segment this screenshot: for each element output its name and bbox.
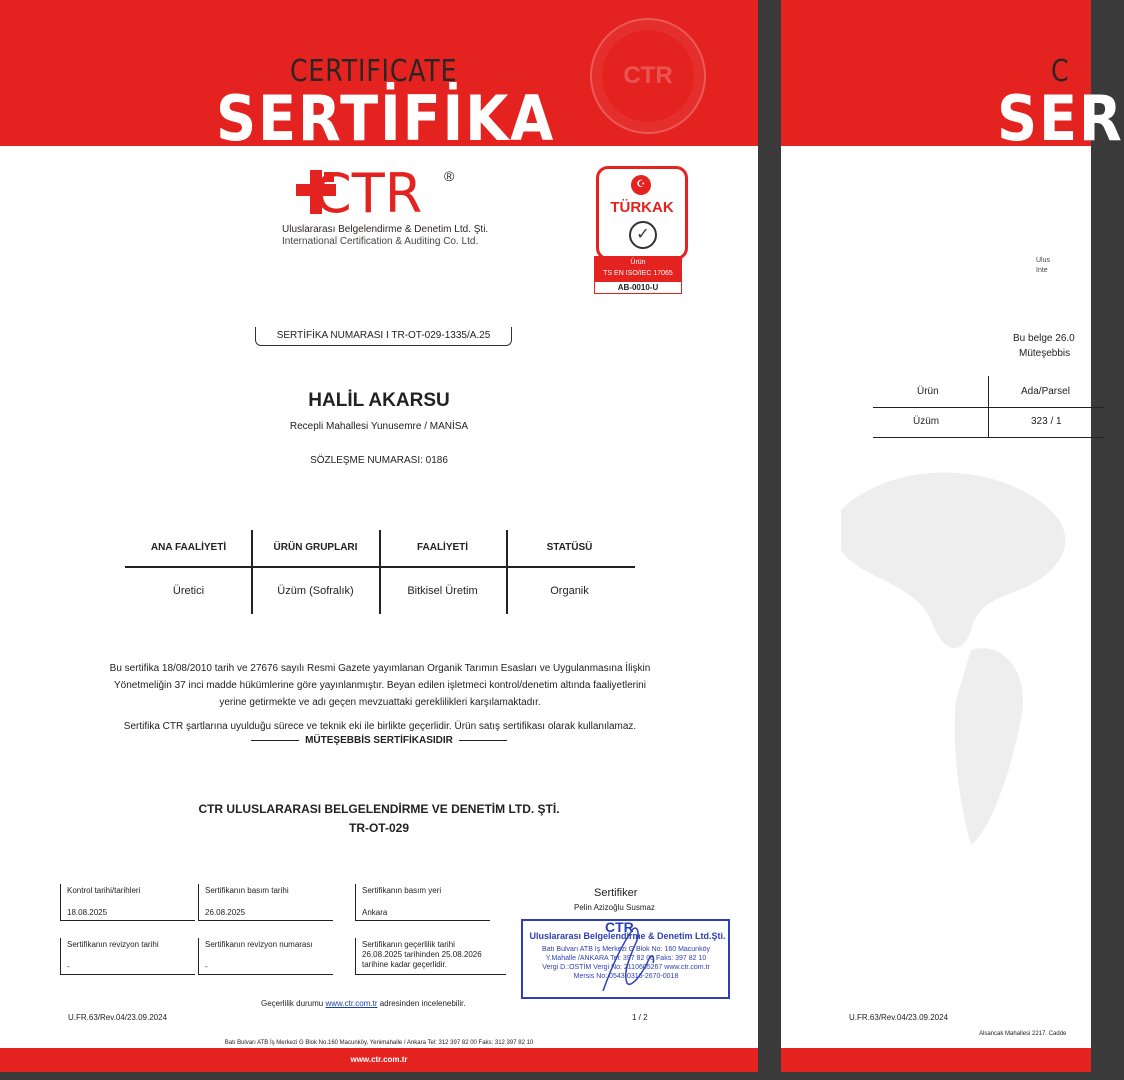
table-divider	[379, 530, 381, 614]
footer-address: Batı Bulvarı ATB İş Merkezi G Blok No.160 Macunköy, Yenimahalle / Ankara Tel: 312 397 82 00 Faks: 312 397 82 10	[224, 1040, 534, 1046]
stamp-logo: CTR	[605, 919, 634, 935]
table-cell: Üretici	[172, 585, 205, 597]
certificate-type-text: MÜTEŞEBBİS SERTİFİKASIDIR	[305, 735, 453, 746]
validity-date-field	[355, 938, 506, 975]
stamp-detail-line: Vergi D.:OSTİM Vergi No: 2110605267 www.ctr.com.tr	[542, 964, 710, 971]
stamp-detail-line: Batı Bulvarı ATB İş Merkezi G Blok No: 160 Macunköy	[542, 946, 710, 953]
validity-suffix: adresinden incelenebilir.	[379, 999, 466, 1008]
ctr-logo	[282, 162, 489, 248]
issuer-code: TR-OT-029	[348, 821, 409, 835]
field-value: Ankara	[362, 908, 388, 917]
field-value: -	[67, 962, 70, 971]
table-divider	[251, 530, 253, 614]
logo-name: CTR	[314, 162, 423, 225]
validity-paragraph: Sertifika CTR şartlarına uyulduğu sürece ve teknik eki ile birlikte geçerlidir. Ürün satış sertifikası olarak kullanılamaz.	[123, 721, 637, 732]
validity-note	[261, 999, 466, 1008]
field-value: -	[205, 962, 208, 971]
field-label: Sertifikanın basım tarihi	[205, 886, 289, 895]
certificate-type	[0, 735, 758, 746]
print-place-field	[355, 884, 490, 921]
stamp-detail-line: Y.Mahalle /ANKARA Tel: 397 82 00 Faks: 397 82 10	[545, 955, 707, 962]
annex-text-line1: Bu belge 26.0	[1013, 333, 1075, 344]
table-column	[252, 530, 379, 614]
table-header: ÜRÜN GRUPLARI	[273, 542, 358, 553]
table-cell: Üzüm (Sofralık)	[277, 585, 354, 597]
table-column	[379, 530, 506, 614]
table-column	[506, 530, 633, 614]
footer-website: www.ctr.com.tr	[350, 1055, 408, 1064]
turkak-scope-line1: Ürün	[630, 259, 646, 266]
signature-icon	[593, 923, 663, 995]
legal-paragraph-line: yerine getirmekte ve adı geçen mevzuattaki gereklilikleri karşılamaktadır.	[219, 697, 541, 708]
turkak-code: AB-0010-U	[594, 281, 682, 294]
checkmark-icon: ✓	[629, 221, 657, 249]
table-column	[125, 530, 252, 614]
header-title-tr-fragment: SER	[997, 82, 1124, 155]
validity-link[interactable]: www.ctr.com.tr	[325, 999, 378, 1008]
table-header: FAALİYETİ	[416, 542, 469, 553]
world-map-watermark	[821, 450, 1101, 850]
logo-subtitle-tr: Uluslararası Belgelendirme & Denetim Ltd. Şti.	[282, 224, 489, 235]
footer-band	[781, 1048, 1091, 1072]
header-title-tr: SERTİFİKA	[216, 82, 556, 155]
table-header: STATÜSÜ	[546, 542, 593, 553]
embossed-seal-text: CTR	[623, 62, 673, 89]
revision-date-field	[60, 938, 195, 975]
header-title-en: CERTIFICATE	[290, 54, 458, 89]
holder-address: Recepli Mahallesi Yunusemre / MANİSA	[289, 421, 469, 432]
signer-name: Pelin Azizoğlu Susmaz	[574, 903, 655, 912]
embossed-seal	[590, 18, 706, 134]
field-label: Kontrol tarihi/tarihleri	[67, 886, 141, 895]
field-label: Sertifikanın revizyon numarası	[205, 940, 313, 949]
table-cell: Organik	[550, 585, 589, 597]
print-date-field	[198, 884, 333, 921]
annex-text-line2: Müteşebbis	[1019, 348, 1071, 359]
logo-subtitle-fragment	[1036, 256, 1050, 276]
control-date-field	[60, 884, 195, 921]
field-value: 26.08.2025	[205, 908, 246, 917]
validity-line: 26.08.2025 tarihinden 25.08.2026	[362, 950, 482, 959]
table-cell: 323 / 1	[1031, 416, 1062, 427]
turkak-name: TÜRKAK	[610, 199, 674, 216]
logo-registered-mark: ®	[444, 168, 455, 184]
turkak-scope-line2: TS EN ISO/IEC 17065	[603, 270, 673, 277]
validity-line: tarihine kadar geçerlidir.	[362, 960, 447, 969]
stamp-detail-line: Mersis No: 0543-0316-2670-0018	[573, 973, 679, 980]
table-divider	[506, 530, 508, 614]
field-value: 18.08.2025	[67, 908, 108, 917]
contract-number: SÖZLEŞME NUMARASI: 0186	[310, 455, 448, 466]
turkak-badge	[596, 166, 688, 260]
issuer-name: CTR ULUSLARARASI BELGELENDİRME VE DENETİM LTD. ŞTİ.	[198, 802, 560, 816]
logo-subtitle-line: Ulus	[1036, 257, 1051, 264]
validity-prefix: Geçerlilik durumu	[261, 999, 324, 1008]
table-divider	[988, 376, 989, 438]
certificate-number: SERTİFİKA NUMARASI I TR-OT-029-1335/A.25	[255, 327, 512, 346]
parcel-table	[873, 376, 1103, 438]
table-cell: Bitkisel Üretim	[407, 585, 478, 597]
logo-subtitle-line: Inte	[1036, 267, 1048, 274]
form-code: U.FR.63/Rev.04/23.09.2024	[849, 1013, 949, 1022]
stamp-company-line: Uluslararası Belgelendirme & Denetim Ltd.Şti.	[529, 931, 726, 941]
table-header: ANA FAALİYETİ	[150, 542, 227, 553]
legal-paragraph	[70, 660, 690, 711]
header-title-en-fragment: C	[1051, 54, 1070, 89]
footer-address-fragment: Alsancak Mahallesi 2217. Cadde	[979, 1031, 1067, 1037]
field-label: Sertifikanın revizyon tarihi	[67, 940, 159, 949]
activity-table	[125, 530, 635, 614]
legal-paragraph-line: Bu sertifika 18/08/2010 tarih ve 27676 sayılı Resmi Gazete yayımlanan Organik Tarımın Esasları ve Uygulanmasına İlişkin	[109, 663, 651, 674]
field-label: Sertifikanın geçerlilik tarihi	[362, 940, 455, 949]
holder-name: HALİL AKARSU	[308, 390, 450, 411]
company-stamp	[521, 919, 730, 999]
revision-number-field	[198, 938, 333, 975]
logo-subtitle-en: International Certification & Auditing Co. Ltd.	[282, 236, 479, 247]
form-code: U.FR.63/Rev.04/23.09.2024	[68, 1013, 168, 1022]
crescent-star-icon: ☪	[631, 175, 651, 195]
signer-title: Sertifiker	[594, 887, 638, 899]
table-header: Ada/Parsel	[1021, 386, 1070, 397]
field-label: Sertifikanın basım yeri	[362, 886, 442, 895]
table-cell: Üzüm	[913, 416, 940, 427]
table-header: Ürün	[917, 386, 939, 397]
turkak-scope	[594, 256, 682, 281]
certificate-page-2	[781, 0, 1124, 1072]
page-number: 1 / 2	[632, 1013, 648, 1022]
legal-paragraph-line: Yönetmeliğin 37 inci madde hükümlerine göre yayınlanmıştır. Beyan edilen işletmeci kontrol/denetim altında faaliyetlerini	[114, 680, 646, 691]
field-value	[362, 950, 482, 970]
